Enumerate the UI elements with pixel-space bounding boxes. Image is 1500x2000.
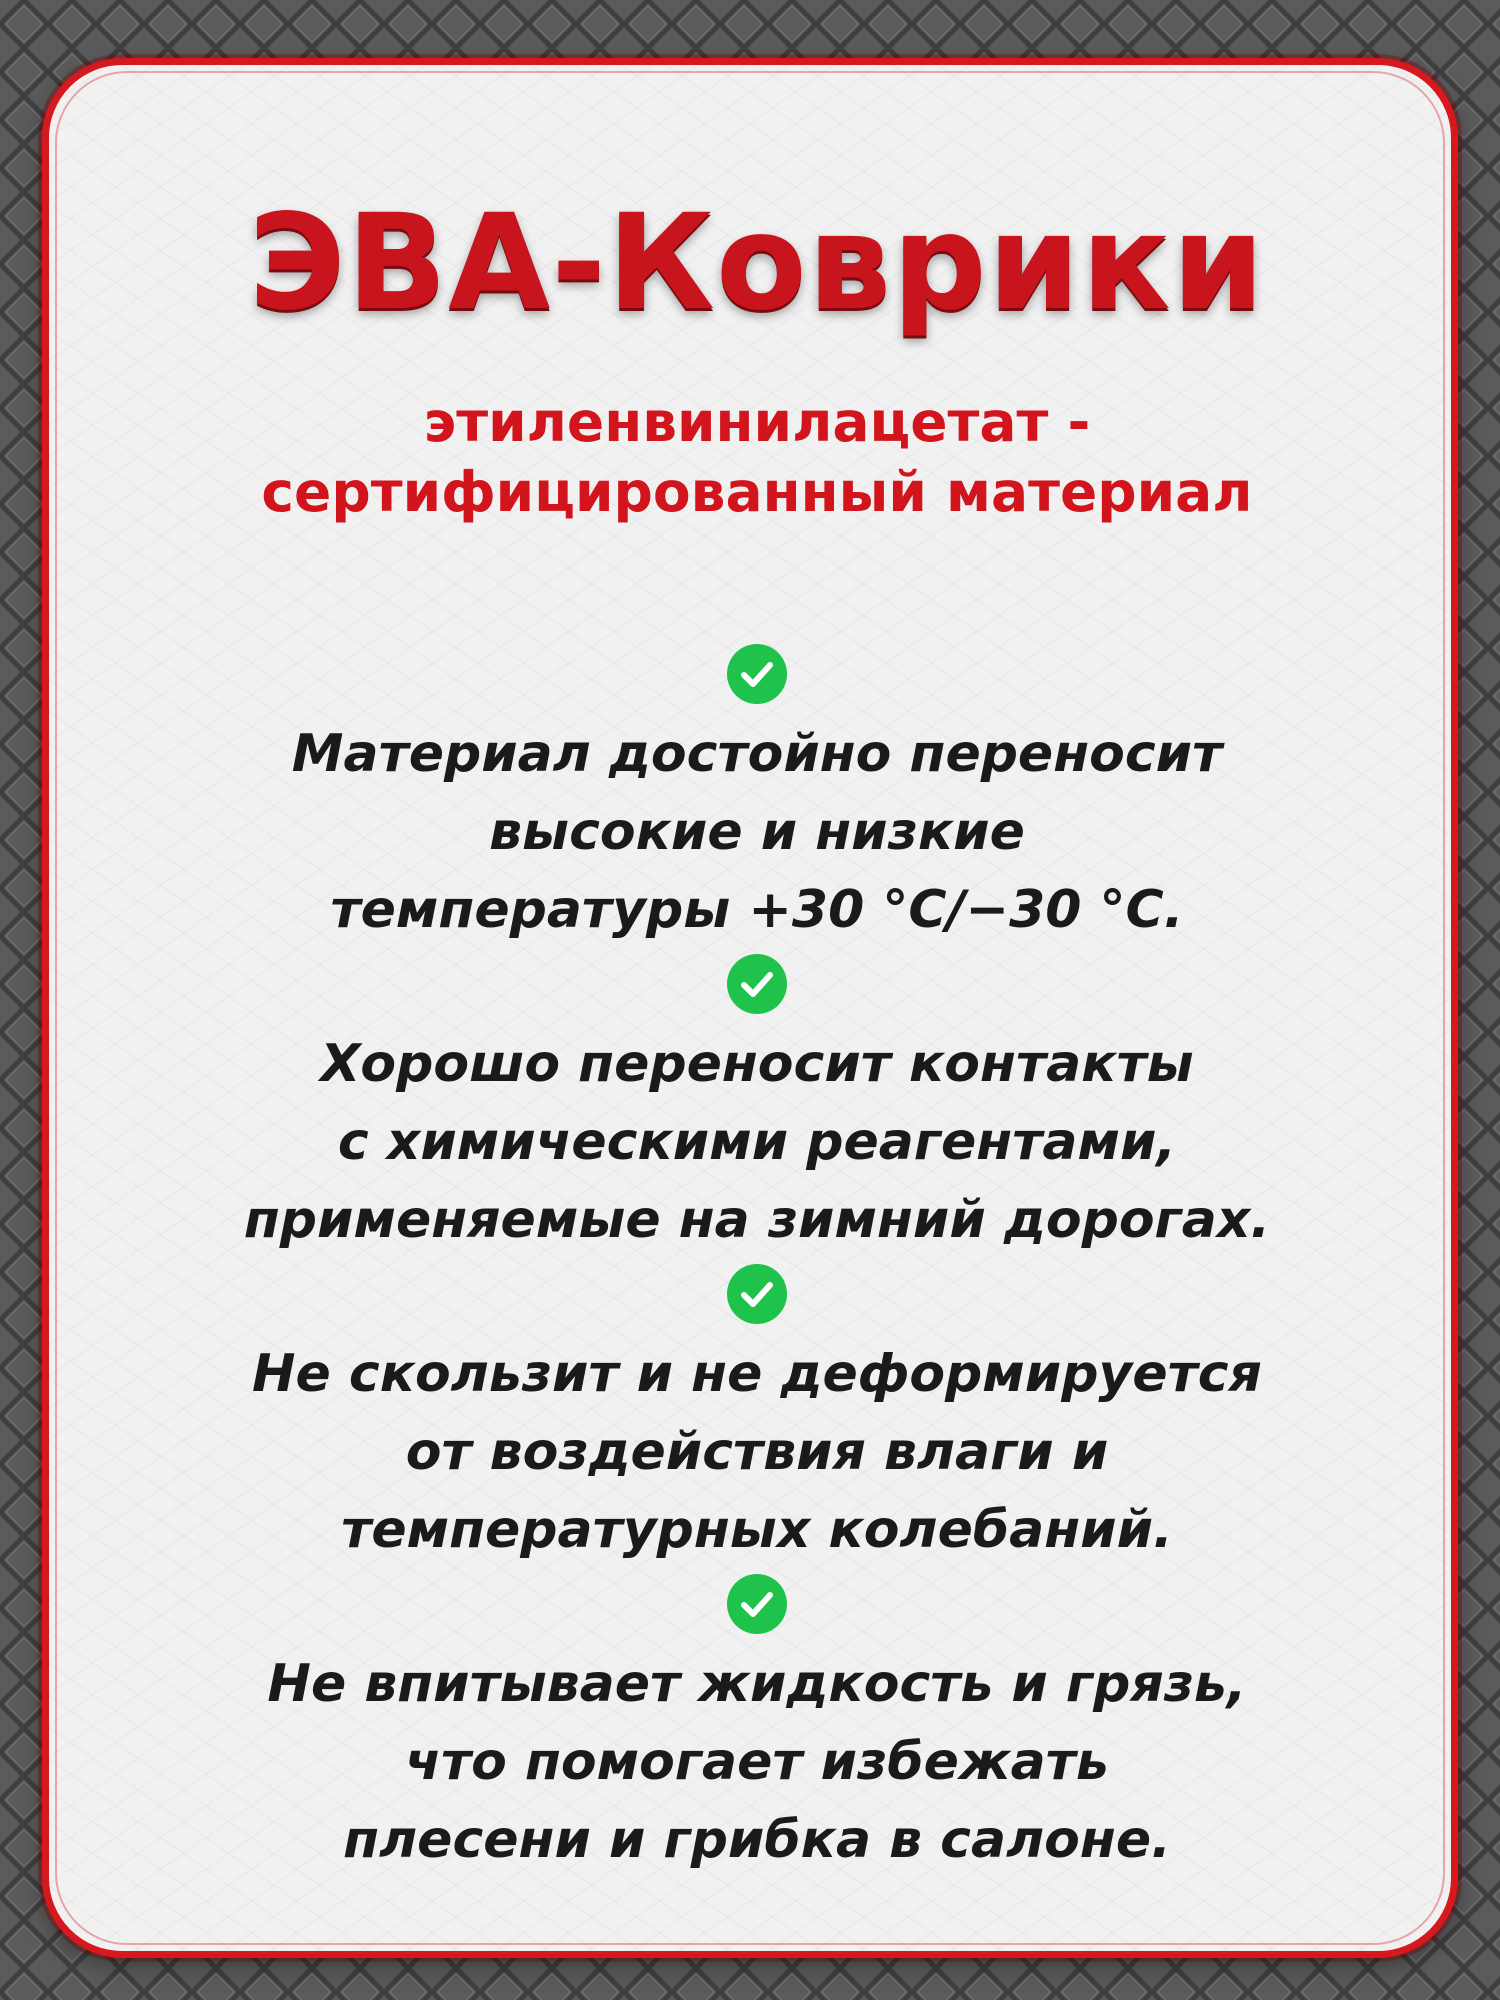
feature-item <box>49 953 1458 1259</box>
feature-line: от воздействия влаги и <box>405 1422 1109 1482</box>
feature-line: что помогает избежать <box>405 1732 1109 1792</box>
feature-line: с химическими реагентами, <box>337 1112 1177 1172</box>
check-circle-icon <box>726 1573 788 1635</box>
feature-line: высокие и низкие <box>489 802 1025 862</box>
info-card <box>42 58 1458 1958</box>
feature-line: плесени и грибка в салоне. <box>343 1810 1171 1870</box>
feature-item <box>49 1573 1458 1879</box>
feature-item <box>49 643 1458 949</box>
features-list <box>49 643 1458 1879</box>
feature-line: температурных колебаний. <box>341 1500 1173 1560</box>
feature-line: Не скользит и не деформируется <box>252 1344 1262 1404</box>
check-circle-icon <box>726 643 788 705</box>
feature-line: Материал достойно переносит <box>291 724 1223 784</box>
subtitle-line: этиленвинилацетат - <box>423 390 1091 454</box>
feature-text <box>49 1015 1458 1259</box>
page-title: ЭВА-Коврики <box>248 186 1266 340</box>
feature-line: применяемые на зимний дорогах. <box>243 1190 1271 1250</box>
feature-text <box>49 1325 1458 1569</box>
subtitle-line: сертифицированный материал <box>261 460 1253 524</box>
feature-line: температуры +30 °C/−30 °C. <box>330 880 1184 940</box>
feature-item <box>49 1263 1458 1569</box>
feature-line: Хорошо переносит контакты <box>320 1034 1194 1094</box>
check-circle-icon <box>726 1263 788 1325</box>
feature-text <box>49 705 1458 949</box>
check-circle-icon <box>726 953 788 1015</box>
feature-line: Не впитывает жидкость и грязь, <box>267 1654 1247 1714</box>
subtitle <box>49 387 1458 527</box>
feature-text <box>49 1635 1458 1879</box>
